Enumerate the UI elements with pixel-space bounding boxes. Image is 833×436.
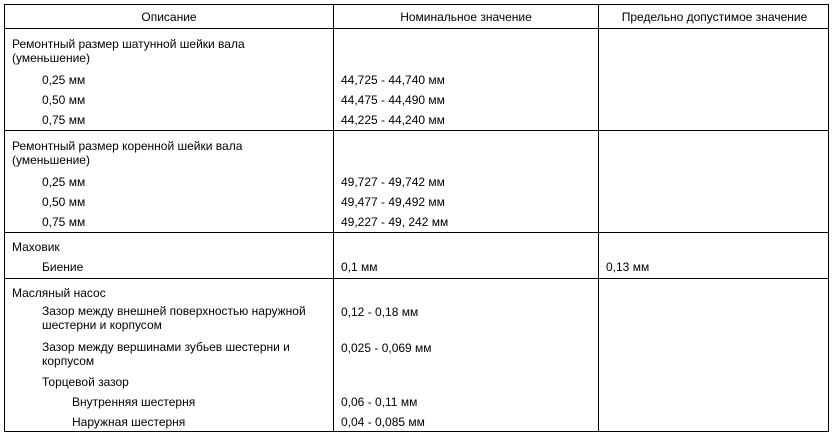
row-nominal: 0,12 - 0,18 мм — [341, 305, 419, 319]
column-divider — [333, 5, 334, 431]
row-label: 0,50 мм — [42, 195, 86, 209]
row-nominal: 49,727 - 49,742 мм — [341, 175, 445, 189]
row-nominal: 0,025 - 0,069 мм — [341, 341, 432, 355]
row-label: 0,25 мм — [42, 175, 86, 189]
header-description: Описание — [141, 10, 197, 24]
section-title: Ремонтный размер коренной шейки вала (уменьшение) — [12, 139, 243, 167]
row-label: 0,25 мм — [42, 73, 86, 87]
row-nominal: 44,725 - 44,740 мм — [341, 73, 445, 87]
header-limit: Предельно допустимое значение — [621, 10, 808, 24]
row-label: 0,50 мм — [42, 93, 86, 107]
section-divider — [5, 130, 828, 131]
row-nominal: 44,475 - 44,490 мм — [341, 93, 445, 107]
section-title: Маховик — [12, 240, 60, 254]
row-label: 0,75 мм — [42, 113, 86, 127]
section-title: Масляный насос — [12, 286, 106, 300]
row-label: Зазор между вершинами зубьев шестерни и корпусом — [42, 340, 290, 368]
section-divider — [5, 278, 828, 279]
column-divider — [598, 5, 599, 431]
row-label: Торцевой зазор — [42, 375, 129, 389]
row-nominal: 0,1 мм — [341, 260, 378, 274]
section-divider — [5, 232, 828, 233]
row-nominal: 44,225 - 44,240 мм — [341, 113, 445, 127]
row-label: Наружная шестерня — [72, 415, 186, 429]
header-nominal: Номинальное значение — [400, 10, 532, 24]
row-nominal: 0,06 - 0,11 мм — [341, 395, 418, 409]
row-label: Биение — [42, 260, 84, 274]
row-nominal: 0,04 - 0,085 мм — [341, 415, 425, 429]
row-nominal: 49,477 - 49,492 мм — [341, 195, 445, 209]
row-label: 0,75 мм — [42, 215, 86, 229]
row-label: Внутренняя шестерня — [72, 395, 196, 409]
row-label: Зазор между внешней поверхностью наружной шестерни и корпусом — [42, 304, 306, 332]
section-title: Ремонтный размер шатунной шейки вала (уменьшение) — [12, 37, 245, 65]
spec-table — [4, 4, 829, 432]
header-divider — [5, 28, 828, 29]
row-limit: 0,13 мм — [606, 260, 650, 274]
row-nominal: 49,227 - 49, 242 мм — [341, 215, 449, 229]
